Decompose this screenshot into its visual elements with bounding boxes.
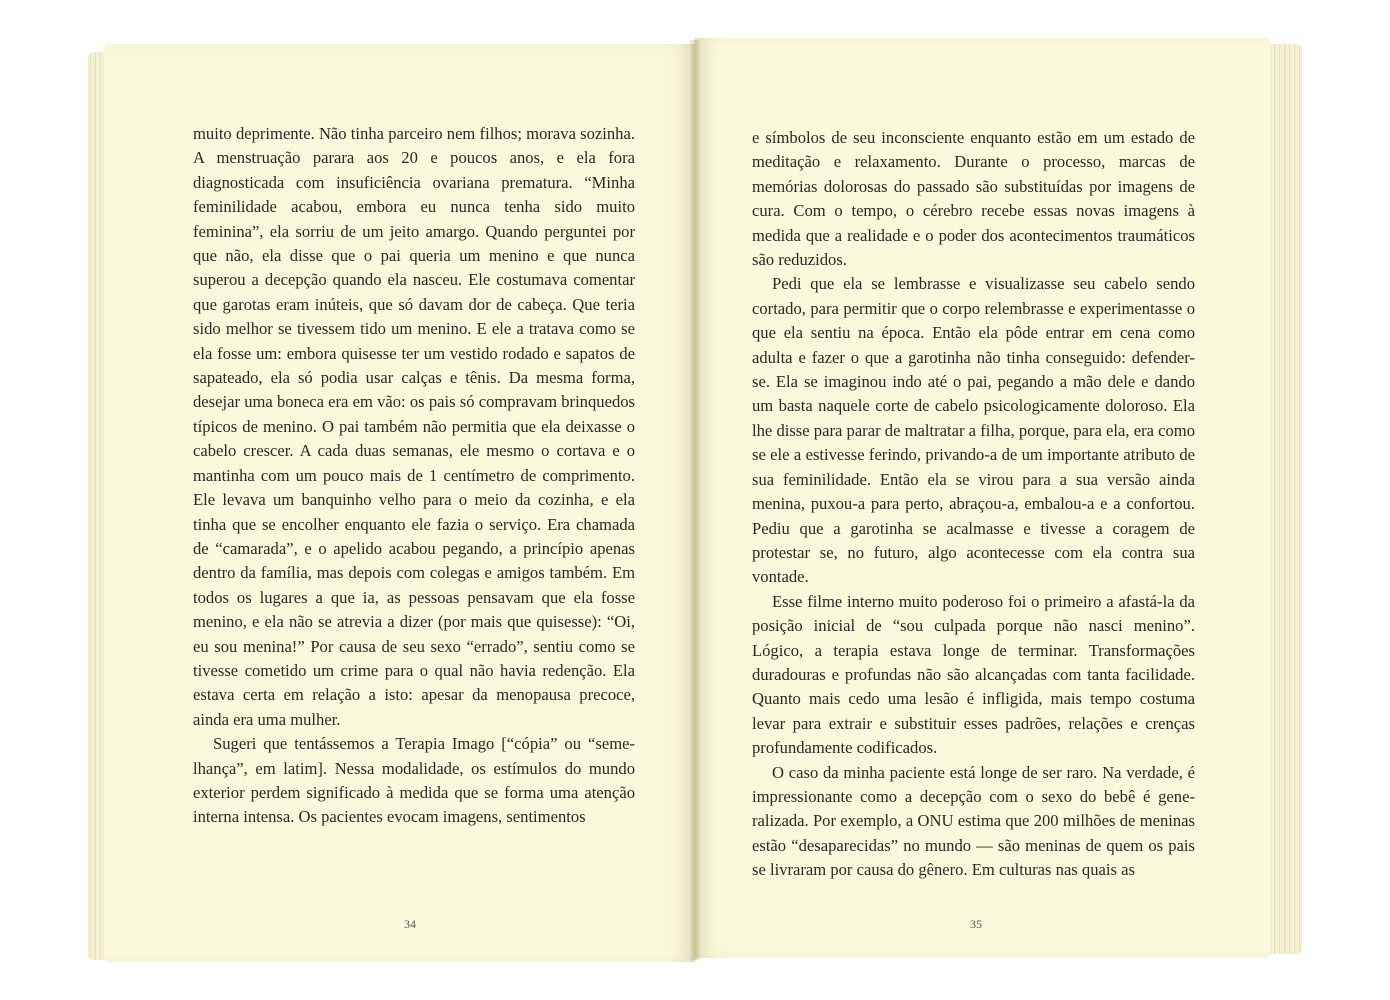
- paragraph: e símbolos de seu inconsciente enquanto estão em um estado de meditação e relaxamento. Durante o processo, marcas de memórias dolorosas do passado são substituídas por imagens de cura. Com o tempo, o cérebro recebe essas novas imagens à medida que a realidade e o poder dos acontecimentos traumáticos são reduzidos.: [752, 128, 1195, 270]
- page-number-left: 34: [404, 917, 416, 931]
- paragraph: Sugeri que tentássemos a Terapia Imago [“cópia” ou “semelhança”, em latim]. Nessa modalidade, os estímulos do mundo exterior perdem significado à medida que se forma uma atenção interna intensa. Os pacientes evocam imagens, sentimentos: [193, 734, 635, 827]
- right-page-text: [752, 126, 1195, 883]
- paragraph: Pedi que ela se lembrasse e visualizasse seu cabelo sendo cortado, para permitir que o corpo relembrasse e experimentasse o que ela sentiu na época. Então ela pôde entrar em cena como adulta e fazer o que a garotinha não tinha conseguido: defender-se. Ela se imaginou indo até o pai, pegando a mão dele e dando um basta naquele corte de cabelo psicologicamente doloroso. Ela lhe disse para parar de maltratar a filha, porque, para ela, era como se ele a estivesse ferindo, privando-a de um importante atributo de sua feminilidade. Então ela se virou para a sua versão ainda menina, puxou-a para perto, abraçou-a, embalou-a e a confortou. Pediu que a garotinha se acalmasse e tivesse a coragem de protestar se, no futuro, algo acontecesse com ela contra sua vontade.: [752, 274, 1195, 587]
- book-gutter: [690, 40, 700, 960]
- left-page-text: [193, 122, 635, 830]
- page-number-right: 35: [970, 917, 982, 931]
- paragraph: muito deprimente. Não tinha parceiro nem filhos; morava sozinha. A menstruação parara aos 20 e poucos anos, e ela fora diagnosticada com insuficiência ovariana prematura. “Minha feminilidade acabou, embora eu nunca tenha sido muito feminina”, ela sorriu de um jeito amargo. Quando perguntei por que não, ela disse que o pai queria um menino e que nunca superou a decepção quando ela nasceu. Ele costumava comentar que garotas eram inúteis, que só davam dor de cabeça. Que teria sido melhor se tivessem tido um menino. E ele a tratava como se ela fosse um: embora quisesse ter um vestido rodado e sapatos de sapateado, ela só podia usar calças e tênis. Da mesma forma, desejar uma boneca era em vão: os pais só compravam brinquedos típicos de menino. O pai também não permitia que ela deixasse o cabelo crescer. A cada duas semanas, ele mesmo o cortava e o mantinha com um pouco mais de 1 centímetro de comprimento. Ele levava um banquinho velho para o meio da cozinha, e ela tinha que se encolher enquanto ele fazia o serviço. Era chamada de “camarada”, e o apelido acabou pegando, a princípio apenas dentro da família, mas depois com colegas e amigos também. Em todos os lugares a que ia, as pessoas pensavam que ela fosse menino, e ela não se atrevia a dizer (por mais que quisesse): “Oi, eu sou menina!” Por causa de seu sexo “errado”, sentiu como se tivesse cometido um crime para o qual não havia redenção. Ela estava certa em relação a isto: apesar da menopausa precoce, ainda era uma mulher.: [193, 124, 635, 729]
- paragraph: Esse filme interno muito poderoso foi o primeiro a afastá-la da posição inicial de “sou culpada porque não nasci menino”. Lógico, a terapia estava longe de terminar. Transformações duradouras e profundas não são alcançadas com tanta facilidade. Quanto mais cedo uma lesão é infligida, mais tempo costuma levar para extrair e substituir esses padrões, relações e crenças profundamente codificados.: [752, 591, 1195, 758]
- paragraph: O caso da minha paciente está longe de ser raro. Na verdade, é impressionante como a decepção com o sexo do bebê é generalizada. Por exemplo, a ONU estima que 200 milhões de meninas estão “desaparecidas” no mundo — são meninas de quem os pais se livraram por causa do gênero. Em culturas nas quais as: [752, 762, 1195, 880]
